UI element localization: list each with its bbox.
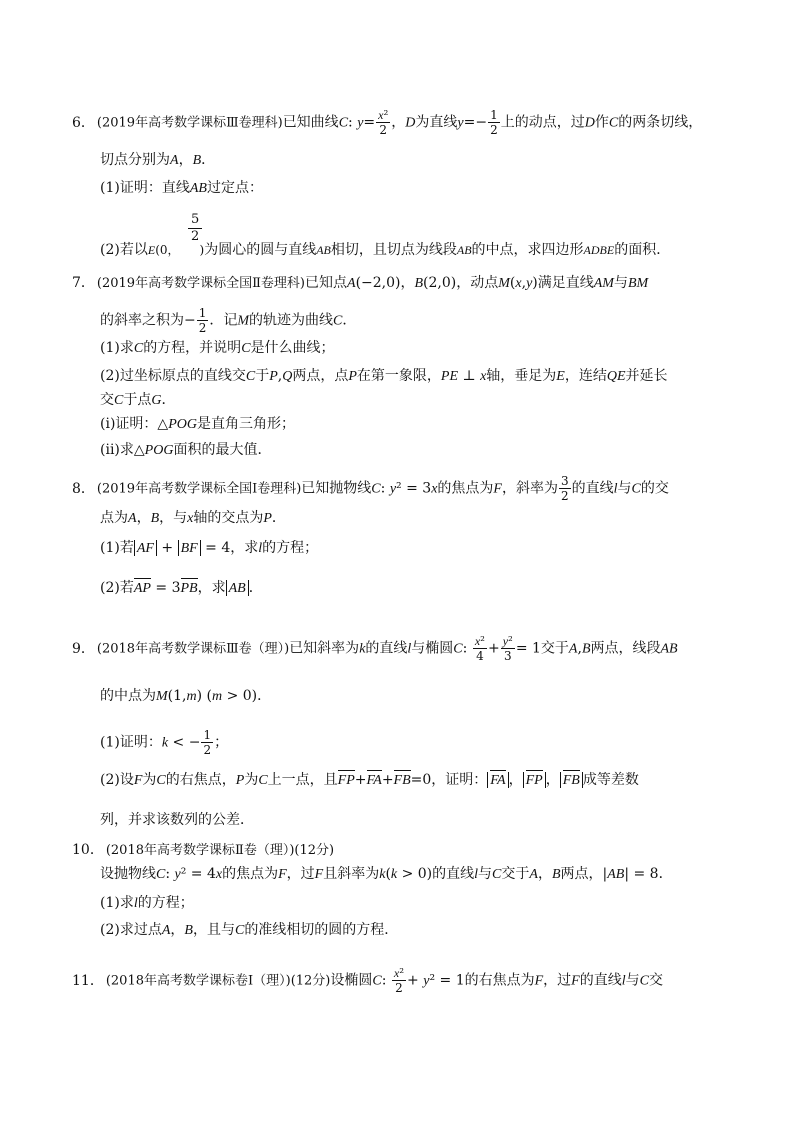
- problem-number: 10．: [72, 842, 104, 858]
- problem-9-line-2: 的中点为M(1,m) (m > 0)．: [100, 688, 272, 704]
- problem-11-line-1: 11． (2018年高考数学课标卷Ⅰ（理）)(12分)设椭圆C: $\frac{\text{x²}}{2}$ + y² = 1的右焦点为F，过F的直线l与C交: [72, 966, 663, 995]
- problem-6-line-1: 6． (2019年高考数学课标Ⅲ卷理科)已知曲线C: y= $\frac{\text{x²}}{2}$ ，D为直线y=− $\frac{1}{2}$ 上的动点，过D作C的两条切线，: [72, 108, 703, 137]
- problem-10-line-0: [72, 840, 738, 861]
- problem-10-line-2: (1)求l的方程；: [100, 895, 194, 911]
- problem-10-line-3: (2)求过点A，B，且与C的准线相切的圆的方程．: [100, 922, 399, 938]
- problem-source: (2018年高考数学课标Ⅱ卷（理）)(12分): [105, 843, 335, 858]
- problem-7-line-7: (ii)求△POG面积的最大值．: [100, 442, 272, 458]
- problem-6-line-2: 切点分别为A，B．: [100, 152, 216, 168]
- problem-10-line-1: 设抛物线C: y² = 4x的焦点为F，过F且斜率为k(k > 0)的直线l与C交于A，B两点，|AB| = 8．: [100, 866, 673, 882]
- problem-9-line-5: 列，并求该数列的公差．: [100, 812, 254, 828]
- problem-9-line-4: (2)设F为C的右焦点，P为C上一点，且FP+FA+FB=0，证明： FA ， FP ， FB 成等差数: [100, 770, 738, 791]
- problem-7-line-6: (i)证明：△POG是直角三角形；: [100, 416, 295, 432]
- problem-7-line-3: (1)求C的方程，并说明C是什么曲线；: [100, 340, 335, 356]
- problem-number: 7．: [72, 275, 95, 291]
- problem-7-line-5: 交C于点G．: [100, 392, 176, 408]
- stacked-fraction: 5 2: [188, 212, 202, 245]
- problem-7-line-1: 7． (2019年高考数学课标全国Ⅱ卷理科)已知点A(−2,0)，B(2,0)，动点M(x,y)满足直线AM与BM: [72, 275, 649, 291]
- problem-source: (2019年高考数学课标Ⅲ卷理科): [96, 115, 283, 131]
- problem-6-line-3: (1)证明：直线AB过定点：: [100, 180, 263, 196]
- problem-source: (2018年高考数学课标Ⅲ卷（理）): [96, 641, 290, 657]
- problem-8-line-4: (2)若AP = 3PB，求 AB ．: [100, 578, 738, 599]
- problem-source: (2019年高考数学课标全国Ⅰ卷理科): [96, 481, 302, 497]
- problem-number: 9．: [72, 640, 95, 657]
- problem-7-line-2: 的斜率之积为− $\frac{1}{2}$ ．记M的轨迹为曲线C．: [100, 306, 357, 335]
- problem-9-line-3: (1)证明：k < − $\frac{1}{2}$ ；: [100, 728, 229, 757]
- problem-number: 11．: [72, 972, 104, 989]
- problem-number: 6．: [72, 114, 95, 131]
- problem-8-line-1: 8． (2019年高考数学课标全国Ⅰ卷理科)已知抛物线C: y² = 3x的焦点为F，斜率为 $\frac{3}{2}$ 的直线l与C的交: [72, 474, 669, 503]
- problem-9-line-1: 9． (2018年高考数学课标Ⅲ卷（理）)已知斜率为k的直线l与椭圆C: $\frac{\text{x²}}{4}$ + $\frac{\text{y²}}{3}$ = 1交于A,B两点，线段AB: [72, 634, 678, 663]
- problem-8-line-2: 点为A，B，与x轴的交点为P．: [100, 510, 286, 526]
- problem-7-line-4: (2)过坐标原点的直线交C于P,Q两点，点P在第一象限，PE ⊥ x轴，垂足为E，连结QE并延长: [100, 368, 668, 384]
- problem-source: (2019年高考数学课标全国Ⅱ卷理科): [96, 276, 305, 291]
- problem-6-line-4: (2)若以E(0， )为圆心的圆与直线AB相切，且切点为线段AB的中点，求四边形ADBE的面积．: [100, 242, 671, 258]
- problem-8-line-3: (1)若 AF + BF = 4，求l的方程；: [100, 540, 319, 556]
- problem-source: (2018年高考数学课标卷Ⅰ（理）)(12分): [105, 973, 331, 989]
- problem-number: 8．: [72, 480, 95, 497]
